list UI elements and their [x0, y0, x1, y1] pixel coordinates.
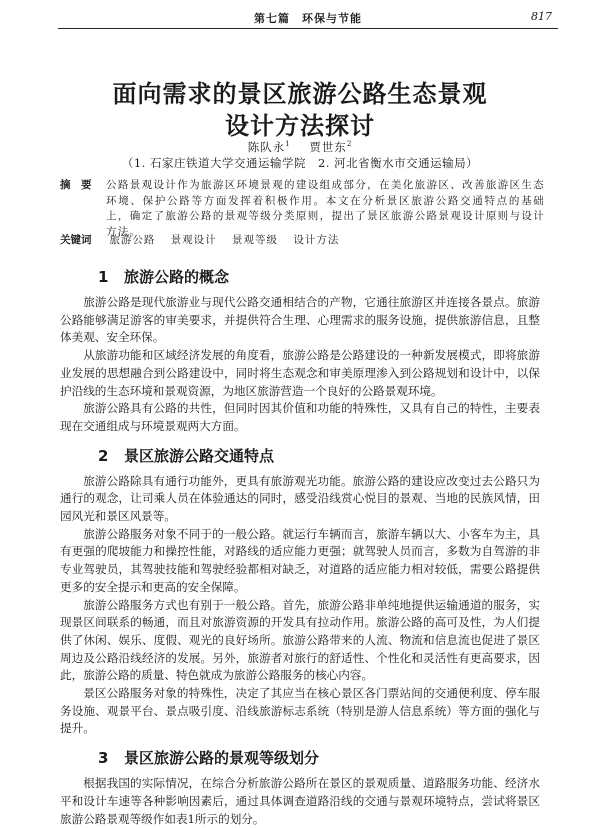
- paragraph: 旅游公路服务方式也有别于一般公路。首先，旅游公路非单纯地提供运输通道的服务，实现景区间联系的畅通，而且对旅游资源的开发具有拉动作用。旅游公路的高可及性，为人们提供了休闲、娱乐、度假、观光的良好场所。旅游公路带来的人流、物流和信息流也促进了景区周边及公路沿线经济的发展。另外，旅游者对旅行的舒适性、个性化和灵活性有更高要求，因此，旅游公路的质量、特色就成为旅游公路服务的核心内容。: [60, 597, 540, 683]
- section-heading: [98, 445, 540, 467]
- abstract-text: 公路景观设计作为旅游区环境景观的建设组成部分，在美化旅游区、改善旅游区生态环境、保护公路等方面发挥着积极作用。本文在分析景区旅游公路交通特点的基础上，确定了旅游公路的景观等级分类原则，提出了景区旅游公路景观设计原则与设计方法。: [106, 179, 545, 238]
- paragraph: 根据我国的实际情况，在综合分析旅游公路所在景区的景观质量、道路服务功能、经济水平和设计车速等各种影响因素后，通过具体调查道路沿线的交通与景观环境特点，尝试将景区旅游公路景观等级作如表1所示的划分。: [60, 776, 540, 826]
- keyword: 设计方法: [293, 234, 340, 246]
- author-name: 陈队永: [247, 140, 286, 154]
- keyword: 景观等级: [232, 234, 279, 246]
- running-header: [58, 8, 558, 29]
- paragraph: 从旅游功能和区域经济发展的角度看，旅游公路是公路建设的一种新发展模式，即将旅游业发展的思想融合到公路建设中，同时将生态观念和审美原理渗入到公路规划和设计中，以保护沿线的生态环境和景观资源，为地区旅游营造一个良好的公路景观环境。: [60, 348, 540, 398]
- paragraph: 旅游公路是现代旅游业与现代公路交通相结合的产物，它通往旅游区并连接各景点。旅游公路能够满足游客的审美要求，并提供符合生理、心理需求的服务设施，提供旅游信息，且整体美观、安全环保。: [60, 295, 540, 345]
- paragraph: 旅游公路服务对象不同于的一般公路。就运行车辆而言，旅游车辆以大、小客车为主，具有更强的爬坡能力和操控性能，对路线的适应能力更强；就驾驶人员而言，多数为自驾游的非专业驾驶员，其驾驶技能和驾驶经验都相对缺乏，对道路的适应能力相对较低，需要公路提供更多的安全提示和更高的安全保障。: [60, 526, 540, 594]
- abstract: [60, 178, 545, 240]
- header-section: 第七篇 环保与节能: [254, 12, 362, 25]
- section-heading: [98, 747, 540, 769]
- keyword: 旅游公路: [109, 234, 156, 246]
- title-line: 面向需求的景区旅游公路生态景观: [112, 79, 488, 108]
- section-title: 旅游公路的概念: [124, 268, 230, 286]
- author-sup: 2: [346, 140, 353, 149]
- author-sup: 1: [285, 140, 291, 149]
- paragraph: 旅游公路具有公路的共性，但同时因其价值和功能的特殊性，又具有自己的特性，主要表现在交通组成与环境景观两大方面。: [60, 401, 540, 433]
- authors: [0, 139, 600, 155]
- keywords-label: 关键词: [60, 234, 92, 246]
- section-heading: [98, 266, 540, 288]
- section-number: 3: [98, 749, 109, 768]
- abstract-label: 摘 要: [60, 179, 92, 191]
- affiliation: （1. 石家庄铁道大学交通运输学院 2. 河北省衡水市交通运输局）: [121, 156, 479, 170]
- section-number: 1: [98, 268, 109, 286]
- paper-title: [0, 78, 600, 142]
- paragraph: 景区公路服务对象的特殊性，决定了其应当在核心景区各门票站间的交通便利度、停车服务设施、观景平台、景点吸引度、沿线旅游标志系统（特别是游人信息系统）等方面的强化与提升。: [60, 686, 540, 736]
- keyword: 景观设计: [170, 234, 217, 246]
- keywords: [60, 232, 351, 247]
- body-text: [60, 266, 540, 828]
- paragraph: 旅游公路除具有通行功能外，更具有旅游观光功能。旅游公路的建设应改变过去公路只为通行的观念，让司乘人员在体验通达的同时，感受沿线赏心悦目的景观、当地的民族风情，田园风光和景区风景等。: [60, 473, 540, 524]
- section-title: 景区旅游公路的景观等级划分: [124, 749, 320, 768]
- section-number: 2: [98, 446, 109, 465]
- page-number: 817: [531, 10, 552, 23]
- title-line: 设计方法探讨: [225, 111, 375, 140]
- section-title: 景区旅游公路交通特点: [124, 446, 275, 465]
- author-name: 贾世东: [309, 140, 347, 154]
